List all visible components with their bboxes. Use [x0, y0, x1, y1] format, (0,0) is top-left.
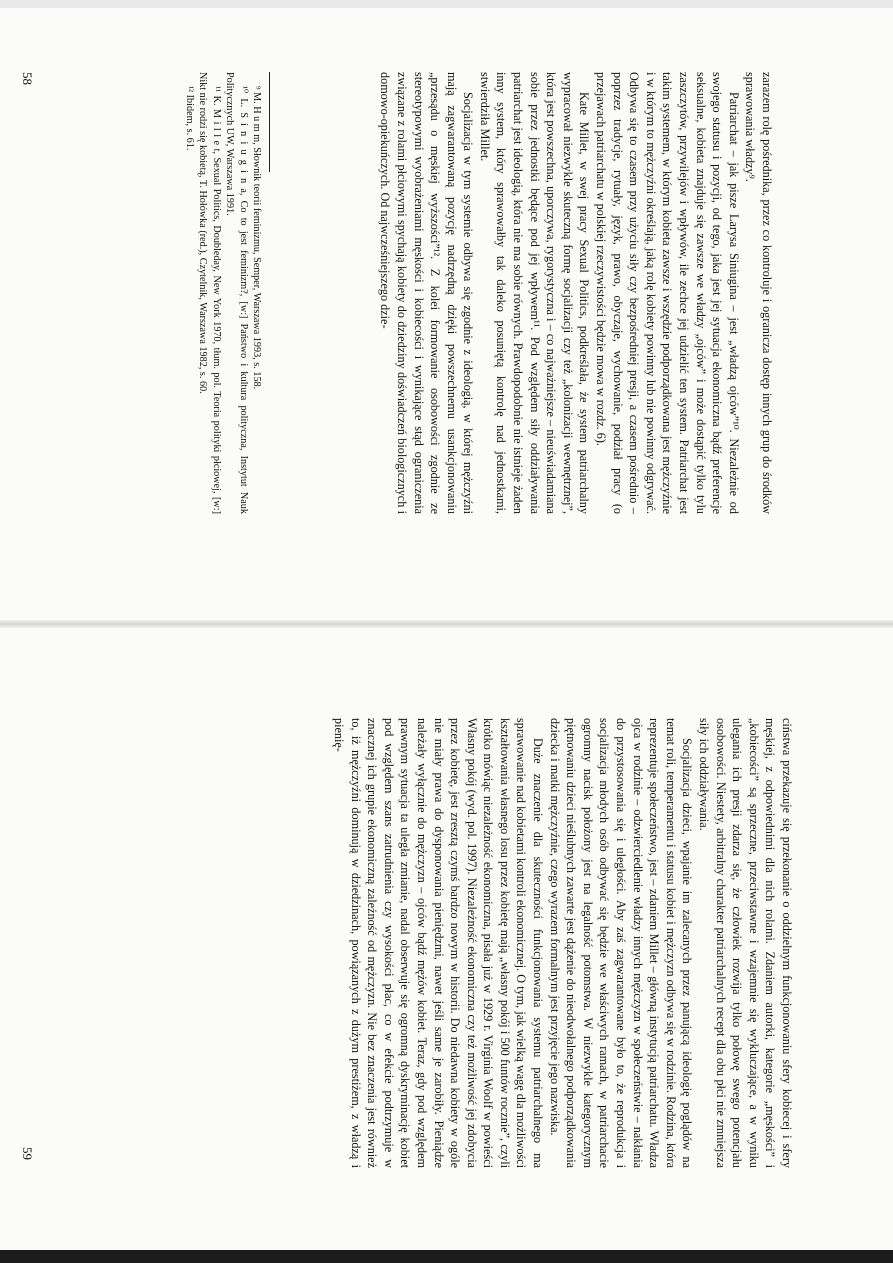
paragraph: ciństwa przekazuje się przekonanie o oddzielnym funkcjonowaniu sfery kobiecej i sfery męskiej, z odpowiednimi dla nich rolami. Zdaniem autorki, kategorie „męskości” i „kobiecości” są sprzeczne, przeciwstawne i wzajemnie się wykluczające, a w wyniku ulegania ich presji zdarza się, że człowiek rozwija tylko połowę swego potencjału osobowości. Niestety, arbitralny charakter patriarchalnych recept dla obu płci nie zmniejsza siły ich oddziaływania.	[697, 718, 794, 1168]
paragraph: zarazem rolę pośrednika, przez co kontroluje i ogranicza dostęp innych grup do środków sprawowania władzy⁹.	[743, 72, 774, 514]
left-page-body	[377, 72, 775, 514]
footnote: ¹¹ K. M i l l e t, Sexual Politics, Doubleday, New York 1970, tłum. pol. Teoria polityki płciowej, [w:] Nikt nie rodzi się kobietą, T. Hołówka (red.), Czytelnik, Warszawa 1982, s. 60.	[197, 72, 222, 514]
left-page	[0, 0, 893, 625]
right-page-body	[330, 718, 795, 1168]
page-number: 58	[20, 72, 35, 85]
footnote: ¹² Ibidem, s. 61.	[183, 86, 195, 151]
footnote-separator	[269, 72, 270, 172]
footnotes	[183, 72, 263, 514]
footnote: ⁹ M. H u m m, Słownik teorii feminizmu, Semper, Warszawa 1993, s. 158.	[251, 86, 262, 390]
right-page	[0, 630, 893, 1263]
paragraph: Patriarchat – jak pisze Larysa Siniugina – jest „władzą ojców”¹⁰. Niezależnie od swojego statusu i pozycji, od tego, jaka jest jej sytuacja ekonomiczna bądź preferencje seksualne, kobieta znajduje się zawsze we władzy „ojców” i może dostąpić tylko tylu zaszczytów, przywilejów i wpływów, ile zechce jej udzielić ten system. Patriarchat jest takim systemem, w którym kobieta zawsze i wszędzie podporządkowana jest mężczyźnie i w którym to mężczyźni określają, jaką rolę kobiety powinny lub nie powinny odgrywać. Odbywa się to czasem przy użyciu siły czy bezpośredniej presji, a czasem pośrednio – poprzez tradycje, rytuały, język, prawo, obyczaje, wychowanie, podział pracy (o przejawach patriarchatu w polskiej rzeczywistości będzie mowa w rozdz. 6).	[594, 72, 741, 514]
page-number: 59	[20, 1147, 35, 1160]
paragraph: Kate Millet, w swej pracy Sexual Politics, podkreślała, że system patriarchalny wypracował niezwykle skuteczną formę socjalizacji czy też „kolonizacji wewnętrznej”, która jest powszechna, uporczywa, rygorystyczna i – co najważniejsze – nieuświadamiana sobie przez jednostki będące pod jej wpływem¹¹. Pod względem siły oddziaływania patriarchat jest ideologią, która nie ma sobie równych. Prawdopodobnie nie istnieje żaden inny system, który sprawowałby tak daleko posuniętą kontrolę nad jednostkami, stwierdziła Millet.	[477, 72, 592, 514]
footnote: ¹⁰ L. S i n i u g i n a, Co to jest feminizm?, [w:] Państwo i kultura polityczna, Instytut Nauk Politycznych UW, Warszawa 1991.	[224, 72, 249, 514]
paragraph: Socjalizacja w tym systemie odbywa się zgodnie z ideologią, w której mężczyźni mają zagwarantowaną pozycję nadrzędną dzięki powszechnemu usankcjonowaniu „przesądu o męskiej wyższości”¹². Z kolei formowanie osobowości zgodnie ze stereotypowymi wyobrażeniami męskości i kobiecości i wynikające stąd ograniczenia związane z rolami płciowymi spychają kobiety do dziedziny doświadczeń biologicznych i domowo-opiekuńczych. Od najwcześniejszego dzie-	[378, 72, 476, 514]
paragraph: Socjalizacja dzieci, wpajanie im zalecanych przez panującą ideologię poglądów na temat roli, temperamentu i statusu kobiet i mężczyzn odbywa się w rodzinie. Rodzina, która reprezentuje społeczeństwo, jest – zdaniem Millet – główną instytucją patriarchatu. Władza ojca w rodzinie – odzwierciedlenie władzy innych mężczyzn w społeczeństwie – nakłania do przystosowania się i uległości. Aby zaś zagwarantowane było to, że reprodukcja i socjalizacja młodych osób odbywać się będzie we właściwych ramach, w patriarchacie ogromny nacisk położony jest na legalność potomstwa. W niezwykle kategorycznym piętnowaniu dzieci nieślubnych zawarte jest dążenie do nieodwołalnego podporządkowania dziecka i matki mężczyźnie, czego wyrazem formalnym jest przyjęcie jego nazwiska.	[547, 718, 695, 1168]
paragraph: Duże znaczenie dla skuteczności funkcjonowania systemu patriarchalnego ma sprawowanie nad kobietami kontroli ekonomicznej. O tym, jak wielką wagę dla możliwości kształtowania własnego losu przez kobietę mają „własny pokój i 500 funtów rocznie”, czyli krótko mówiąc niezależność ekonomiczna, pisała już w 1929 r. Virginia Woolf w powieści Własny pokój (wyd. pol. 1997). Niezależność ekonomiczna czy też możliwość jej zdobycia przez kobietę, jest zresztą czymś bardzo nowym w historii. Do niedawna kobiety w ogóle nie miały prawa do dysponowania pieniędzmi, nawet jeśli same je zarobiły. Pieniądze należały wyłącznie do mężczyzn – ojców bądź mężów kobiet. Teraz, gdy pod względem prawnym sytuacja ta uległa zmianie, nadal obserwuje się ogromną dyskryminację kobiet pod względem szans zatrudnienia czy wysokości płac, co w efekcie podtrzymuje w znacznej ich grupie ekonomiczną zależność od mężczyzn. Nie bez znaczenia jest również to, iż mężczyźni dominują w dziedzinach, powiązanych z dużym prestiżem, z władzą i pienię-	[331, 718, 546, 1168]
